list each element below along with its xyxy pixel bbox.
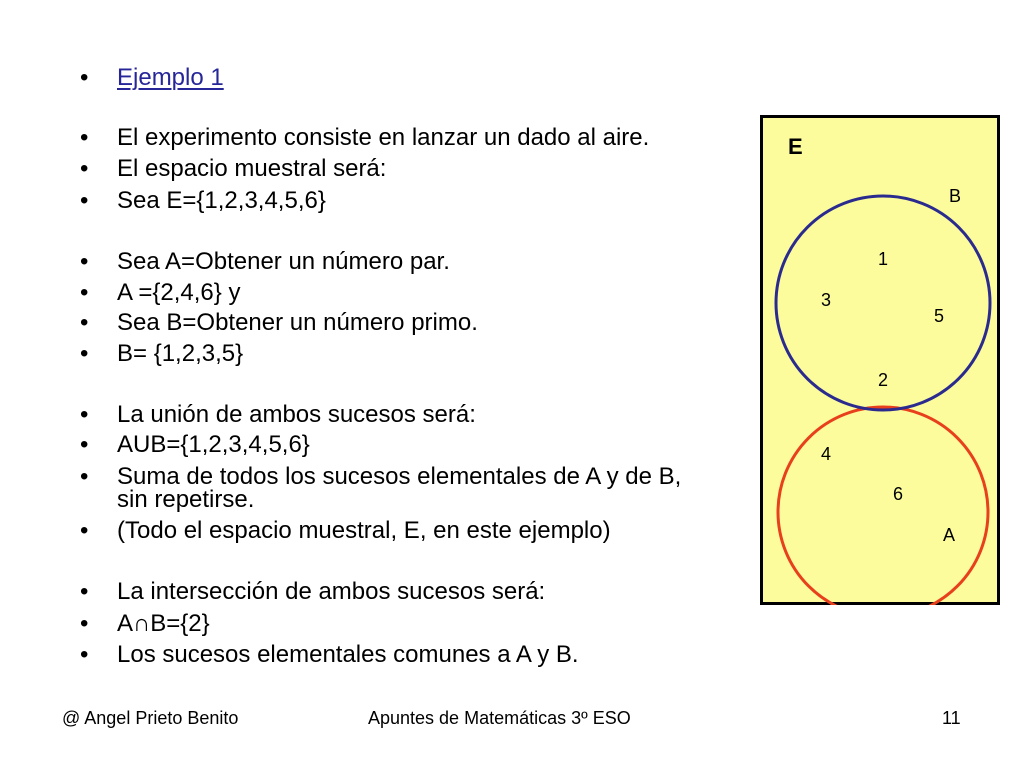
bullet-dot: • — [80, 463, 89, 490]
bullet-dot: • — [80, 248, 89, 275]
universe-label: E — [788, 134, 803, 159]
bullet-dot: • — [80, 517, 89, 544]
bullet-text: A∩B={2} — [117, 610, 210, 637]
bullet-text: El espacio muestral será: — [117, 155, 387, 182]
bullet-text: Suma de todos los sucesos elementales de A y de B, sin repetirse. — [117, 463, 682, 513]
bullet-text: La unión de ambos sucesos será: — [117, 401, 476, 428]
bullet-dot: • — [80, 309, 89, 336]
bullet-dot: • — [80, 431, 89, 458]
bullet-dot: • — [80, 124, 89, 151]
bullet-dot: • — [80, 155, 89, 182]
bullet-dot: • — [80, 279, 89, 306]
bullet-text: El experimento consiste en lanzar un dado al aire. — [117, 124, 650, 151]
element-label: 5 — [934, 306, 945, 326]
footer-page-number: 11 — [942, 708, 961, 728]
venn-circles — [760, 115, 1000, 605]
bullet-text: La intersección de ambos sucesos será: — [117, 578, 546, 605]
bullet-text: (Todo el espacio muestral, E, en este ejemplo) — [117, 517, 611, 544]
bullet-dot: • — [80, 401, 89, 428]
element-label: 3 — [821, 290, 832, 310]
venn-diagram — [760, 115, 1000, 605]
footer-author: @ Angel Prieto Benito — [62, 708, 239, 728]
bullet-dot: • — [80, 340, 89, 367]
slide-title-text: Ejemplo 1 — [117, 64, 224, 91]
bullet-text: Sea A=Obtener un número par. — [117, 248, 450, 275]
bullet-text: B= {1,2,3,5} — [117, 340, 244, 367]
bullet-dot: • — [80, 64, 89, 91]
bullet-text: Los sucesos elementales comunes a A y B. — [117, 641, 579, 668]
bullet-dot: • — [80, 578, 89, 605]
bullet-text: AUB={1,2,3,4,5,6} — [117, 431, 310, 458]
bullet-text: A ={2,4,6} y — [117, 279, 241, 306]
set-b-label: B — [949, 186, 962, 206]
bullet-dot: • — [80, 187, 89, 214]
bullet-text: Sea B=Obtener un número primo. — [117, 309, 478, 336]
element-label: 2 — [878, 370, 889, 390]
set-a-label: A — [943, 525, 956, 545]
element-label: 1 — [878, 249, 889, 269]
set-a-circle — [778, 407, 988, 605]
element-label: 4 — [821, 444, 832, 464]
footer-course: Apuntes de Matemáticas 3º ESO — [368, 708, 631, 728]
bullet-dot: • — [80, 610, 89, 637]
element-label: 6 — [893, 484, 904, 504]
bullet-text: Sea E={1,2,3,4,5,6} — [117, 187, 326, 214]
bullet-dot: • — [80, 641, 89, 668]
